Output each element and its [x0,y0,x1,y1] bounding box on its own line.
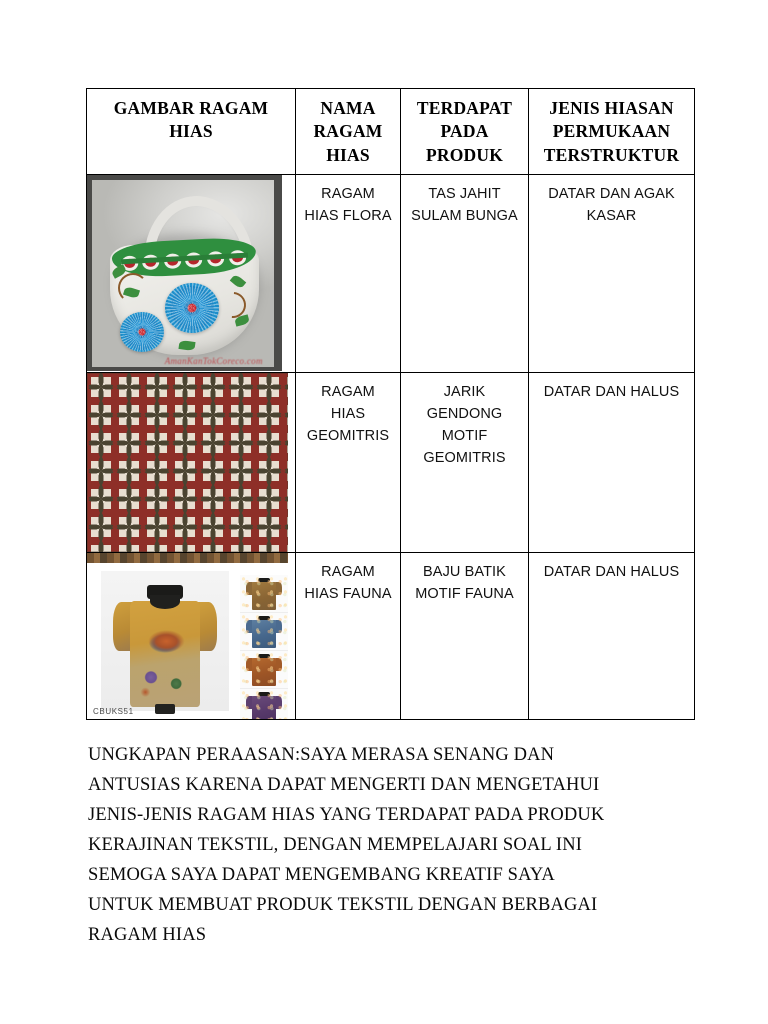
text-line: KASAR [586,207,637,224]
paragraph-line: SEMOGA SAYA DAPAT MENGEMBANG KREATIF SAYA [88,865,555,885]
cell-image-geomitris [87,372,296,552]
text-line: BAJU BATIK [423,563,506,580]
cell-produk-fauna [401,552,529,719]
red-dot [167,257,178,267]
column-header-jenis-hiasan-permukaan-terstruktur [529,89,695,175]
text-line: HIAS [330,405,366,422]
text-line: GEOMITRIS [423,449,506,466]
variant-thumbnail[interactable] [240,575,288,613]
red-dot [146,258,157,268]
paragraph-line: RAGAM HIAS [88,925,207,945]
table-row [87,174,695,372]
red-dot [124,259,135,269]
cell-nama-flora [296,174,401,372]
cell-nama-geomitris [296,372,401,552]
cell-nama-fauna [296,552,401,719]
header-line: HIAS [169,121,213,142]
paragraph-line: KERAJINAN TEKSTIL, DENGAN MEMPELAJARI SOAL INI [88,835,583,855]
column-header-nama-ragam-hias [296,89,401,175]
header-line: TERSTRUKTUR [543,144,680,165]
batik-speckle-texture [240,613,288,650]
red-dot [210,255,221,265]
text-line: TAS JAHIT [428,185,501,202]
ragam-hias-table [86,88,695,720]
header-line: NAMA [320,98,376,118]
header-line: PADA [440,121,489,142]
table-header-row [87,89,695,175]
handbag-photo [87,175,282,371]
variant-thumbnail[interactable] [240,689,288,719]
text-line: DATAR DAN HALUS [543,383,680,400]
batik-speckle-texture [240,689,288,719]
variant-thumbnail[interactable] [240,613,288,651]
text-line: DATAR DAN AGAK [548,185,675,202]
blue-flower [120,312,164,352]
text-line: GENDONG [426,405,503,422]
variant-thumbnail-strip [240,575,288,719]
paragraph-line: JENIS-JENIS RAGAM HIAS YANG TERDAPAT PADA PRODUK [88,805,605,825]
geometric-batik-image [87,373,288,552]
reflection-paragraph [88,740,688,950]
blue-flower [165,283,219,333]
mannequin-stand [155,704,176,714]
batik-border-strip [87,553,288,563]
cell-produk-geomitris [401,372,529,552]
text-line: RAGAM [321,383,375,400]
batik-speckle-texture [240,575,288,612]
cell-image-fauna [87,552,296,719]
header-line: TERDAPAT [416,98,513,118]
text-line: HIAS FAUNA [304,585,392,602]
header-line: RAGAM [313,121,383,142]
batik-shirt-front [113,585,217,707]
product-code-label: CBUKS51 [93,706,134,716]
text-line: RAGAM [321,185,375,202]
text-line: HIAS FLORA [304,207,392,224]
shirt-collar [150,595,179,610]
paragraph-line: UNTUK MEMBUAT PRODUK TEKSTIL DENGAN BERBAGAI [88,895,598,915]
batik-speckle-texture [240,651,288,688]
header-line: JENIS HIASAN [549,98,674,118]
text-line: MOTIF [441,427,488,444]
photo-watermark: AmanKanTokCoreco.com [164,355,263,366]
text-line: GEOMITRIS [306,427,390,444]
header-line: GAMBAR RAGAM [113,98,269,118]
shirt-torso [130,601,201,707]
paragraph-line: UNGKAPAN PERAASAN:SAYA MERASA SENANG DAN [88,745,555,765]
red-dot [189,256,200,266]
column-header-terdapat-pada-produk [401,89,529,175]
text-line: SULAM BUNGA [411,207,518,224]
header-line: PERMUKAAN [552,121,671,142]
cell-jenis-fauna [529,552,695,719]
cell-jenis-flora [529,174,695,372]
cell-image-flora [87,174,296,372]
column-header-gambar-ragam-hias [87,89,296,175]
text-line: RAGAM [321,563,375,580]
cell-jenis-geomitris [529,372,695,552]
batik-shirt-image [87,553,288,719]
red-dot [232,254,243,264]
main-product-photo [101,571,229,711]
text-line: DATAR DAN HALUS [543,563,680,580]
header-line: HIAS [326,144,370,165]
header-line: PRODUK [425,144,504,165]
table-row [87,372,695,552]
paragraph-line: ANTUSIAS KARENA DAPAT MENGERTI DAN MENGETAHUI [88,775,600,795]
catalogue-plate [91,563,288,719]
cell-produk-flora [401,174,529,372]
table-row [87,552,695,719]
text-line: JARIK [443,383,486,400]
variant-thumbnail[interactable] [240,651,288,689]
text-line: MOTIF FAUNA [415,585,514,602]
